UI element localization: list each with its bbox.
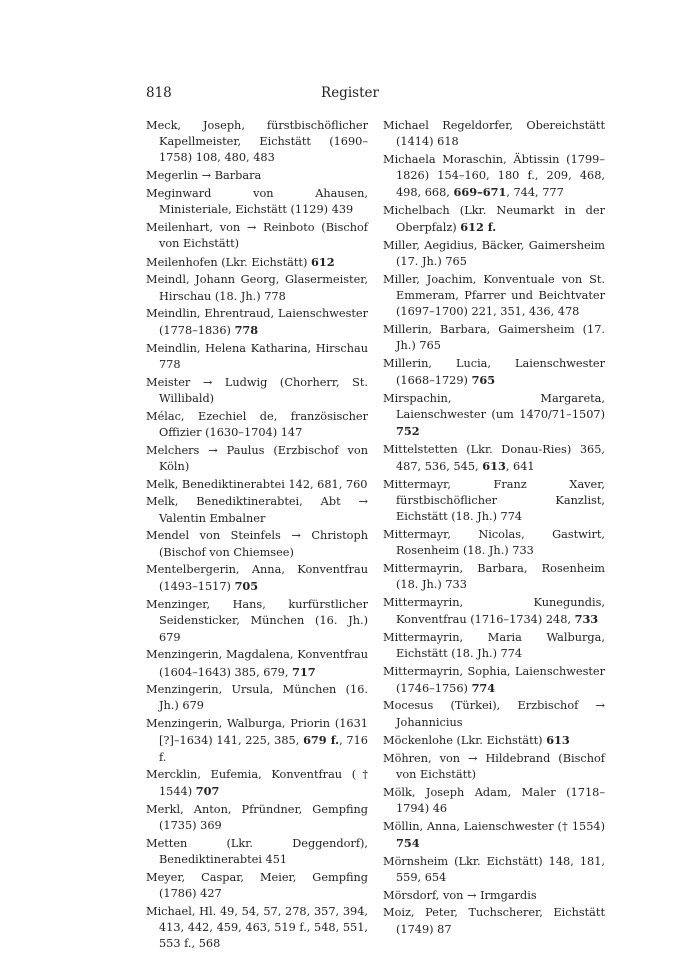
- entry-text: Miller, Aegidius, Bäcker, Gaimersheim (17. Jh.) 765: [383, 238, 605, 269]
- entry-text: Menzingerin, Walburga, Priorin (1631 [?]–1634) 141, 225, 385,: [146, 717, 368, 748]
- index-entry: [146, 341, 368, 373]
- index-entry: [146, 494, 368, 526]
- bold-page-reference: 705: [234, 579, 259, 594]
- entry-text: Melk, Benediktinerabtei, Abt → Valentin Embalner: [146, 495, 368, 525]
- entry-text: Mélac, Ezechiel de, französischer Offizier (1630–1704) 147: [146, 409, 368, 440]
- bold-page-reference: 613: [546, 733, 570, 748]
- index-entry: [146, 682, 368, 714]
- bold-page-reference: 612 f.: [460, 220, 497, 235]
- entry-text: Melk, Benediktinerabtei 142, 681, 760: [146, 477, 368, 491]
- page-number: 818: [146, 85, 172, 101]
- entry-text: Mörsdorf, von → Irmgardis: [383, 888, 537, 902]
- entry-text: Meister → Ludwig (Chorherr, St. Willibald): [146, 376, 368, 406]
- entry-text: Mocesus (Türkei), Erzbischof → Johannicius: [383, 699, 605, 729]
- bold-page-reference: 613: [482, 459, 506, 474]
- index-entry: [383, 751, 605, 783]
- index-entry: [146, 220, 368, 252]
- entry-text: Mittermayrin, Kunegundis, Konventfrau (1716–1734) 248,: [383, 595, 605, 626]
- entry-text: Mittermayrin, Maria Walburga, Eichstätt (18. Jh.) 774: [383, 630, 605, 660]
- index-entry: [383, 118, 605, 150]
- entry-text: Merkl, Anton, Pfründner, Gempfing (1735) 369: [146, 803, 368, 833]
- index-entry: [383, 527, 605, 559]
- index-entry: [146, 409, 368, 441]
- index-entry: [146, 562, 368, 595]
- bold-page-reference: 669–671: [453, 185, 507, 200]
- index-entry: [383, 698, 605, 730]
- entry-text: Moiz, Peter, Tuchscherer, Eichstätt (1749) 87: [383, 906, 605, 936]
- index-entry: [383, 272, 605, 321]
- entry-text: Mendel von Steinfels → Christoph (Bischof von Chiemsee): [146, 529, 368, 559]
- entry-text: Mittermayr, Nicolas, Gastwirt, Rosenheim (18. Jh.) 733: [383, 527, 605, 558]
- index-entry: [146, 168, 368, 184]
- entry-text: , 641: [505, 460, 535, 474]
- bold-page-reference: 612: [310, 254, 335, 269]
- entry-text: Mercklin, Eufemia, Konventfrau († 1544): [146, 768, 368, 799]
- index-entry: [383, 664, 605, 697]
- entry-text: Michaela Moraschin, Äbtissin (1799–1826) 154–160, 180 f., 209, 468, 498, 668,: [383, 152, 605, 200]
- entry-text: , 716 f.: [159, 734, 368, 764]
- index-entry: [146, 870, 368, 902]
- index-entry: [383, 561, 605, 593]
- index-entry: [383, 322, 605, 354]
- index-entry: [146, 528, 368, 560]
- bold-page-reference: 717: [292, 664, 316, 679]
- entry-text: Mittermayrin, Sophia, Laienschwester (1746–1756): [383, 664, 605, 695]
- index-entry: [146, 904, 368, 953]
- bold-page-reference: 752: [396, 424, 420, 439]
- index-entry: [383, 442, 605, 475]
- bold-page-reference: 754: [396, 836, 420, 851]
- bold-page-reference: 774: [471, 680, 496, 695]
- entry-text: Michelbach (Lkr. Neumarkt in der Oberpfalz): [383, 204, 605, 235]
- index-entry: [146, 477, 368, 493]
- index-entry: [383, 238, 605, 270]
- index-entry: [146, 802, 368, 834]
- entry-text: Meindlin, Ehrentraud, Laienschwester (1778–1836): [146, 307, 368, 338]
- entry-text: Meilenhart, von → Reinboto (Bischof von Eichstätt): [146, 220, 368, 250]
- entry-text: Meilenhofen (Lkr. Eichstätt): [146, 255, 311, 269]
- index-entry: [146, 836, 368, 868]
- entry-text: Mörnsheim (Lkr. Eichstätt) 148, 181, 559, 654: [383, 854, 605, 884]
- entry-text: Meyer, Caspar, Meier, Gempfing (1786) 427: [146, 870, 368, 901]
- entry-text: Meck, Joseph, fürstbischöflicher Kapellmeister, Eichstätt (1690–1758) 108, 480, 483: [146, 119, 368, 165]
- index-entry: [146, 597, 368, 646]
- bold-page-reference: 707: [195, 784, 220, 799]
- index-entry: [383, 785, 605, 817]
- index-entry: [383, 854, 605, 886]
- entry-text: Melchers → Paulus (Erzbischof von Köln): [146, 443, 368, 474]
- index-entry: [383, 477, 605, 526]
- entry-text: Möhren, von → Hildebrand (Bischof von Eichstätt): [383, 752, 605, 782]
- index-entry: [383, 203, 605, 236]
- index-entry: [146, 716, 368, 766]
- entry-text: Metten (Lkr. Deggendorf), Benediktinerabtei 451: [146, 837, 368, 867]
- index-entry: [383, 152, 605, 202]
- entry-text: Menzinger, Hans, kurfürstlicher Seidensticker, München (16. Jh.) 679: [146, 598, 368, 644]
- entry-text: Menzingerin, Ursula, München (16. Jh.) 679: [146, 683, 368, 713]
- entry-text: Möllin, Anna, Laienschwester († 1554): [383, 819, 605, 833]
- index-entry: [383, 391, 605, 441]
- entry-text: Mentelbergerin, Anna, Konventfrau (1493–1517): [146, 563, 368, 594]
- index-entry: [383, 630, 605, 662]
- bold-page-reference: 733: [574, 611, 599, 626]
- entry-text: Möckenlohe (Lkr. Eichstätt): [383, 734, 547, 748]
- entry-text: Mirspachin, Margareta, Laienschwester (um 1470/71–1507): [383, 391, 605, 421]
- entry-text: Millerin, Barbara, Gaimersheim (17. Jh.) 765: [383, 322, 605, 353]
- index-entry: [383, 356, 605, 389]
- bold-page-reference: 778: [234, 323, 259, 338]
- index-entry: [383, 905, 605, 937]
- running-head: Register: [321, 85, 379, 101]
- entry-text: , 744, 777: [506, 186, 564, 200]
- bold-page-reference: 765: [471, 373, 496, 388]
- index-entry: [146, 254, 368, 271]
- entry-text: Meindlin, Helena Katharina, Hirschau 778: [146, 342, 368, 372]
- entry-text: Mittelstetten (Lkr. Donau-Ries) 365, 487, 536, 545,: [383, 442, 605, 474]
- entry-text: Meindl, Johann Georg, Glasermeister, Hirschau (18. Jh.) 778: [146, 273, 368, 303]
- entry-text: Michael Regeldorfer, Obereichstätt (1414) 618: [383, 119, 605, 149]
- index-entry: [383, 888, 605, 904]
- index-column-right: [383, 118, 605, 939]
- entry-text: Mölk, Joseph Adam, Maler (1718–1794) 46: [383, 785, 605, 816]
- index-entry: [146, 306, 368, 339]
- index-entry: [383, 819, 605, 852]
- entry-text: Miller, Joachim, Konventuale von St. Emmeram, Pfarrer und Beichtvater (1697–1700) 221, 351, 436, 478: [383, 272, 605, 319]
- index-entry: [146, 186, 368, 218]
- index-entry: [383, 732, 605, 749]
- bold-page-reference: 679 f.: [303, 733, 340, 748]
- entry-text: Meginward von Ahausen, Ministeriale, Eichstätt (1129) 439: [146, 186, 368, 217]
- index-entry: [146, 767, 368, 800]
- index-entry: [146, 375, 368, 407]
- entry-text: Menzingerin, Magdalena, Konventfrau (1604–1643) 385, 679,: [146, 648, 368, 679]
- index-column-left: [146, 118, 368, 954]
- entry-text: Mittermayr, Franz Xaver, fürstbischöflicher Kanzlist, Eichstätt (18. Jh.) 774: [383, 477, 605, 524]
- entry-text: Mittermayrin, Barbara, Rosenheim (18. Jh.) 733: [383, 561, 605, 591]
- entry-text: Megerlin → Barbara: [146, 169, 262, 183]
- index-entry: [146, 647, 368, 680]
- index-entry: [146, 118, 368, 167]
- index-entry: [146, 443, 368, 475]
- entry-text: Millerin, Lucia, Laienschwester (1668–1729): [383, 356, 605, 388]
- index-entry: [383, 595, 605, 628]
- entry-text: Michael, Hl. 49, 54, 57, 278, 357, 394, 413, 442, 459, 463, 519 f., 548, 551, 553 f., 568: [146, 904, 368, 951]
- index-entry: [146, 272, 368, 304]
